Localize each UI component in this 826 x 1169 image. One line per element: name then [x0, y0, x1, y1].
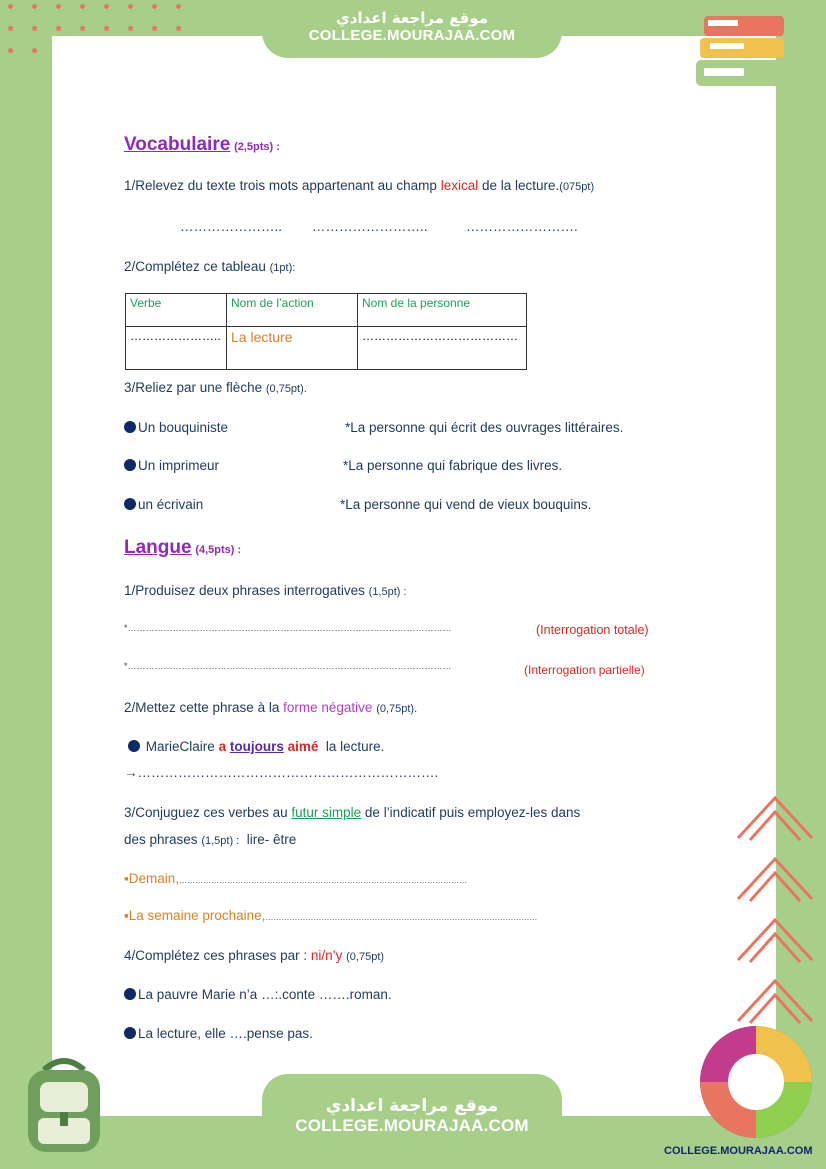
q4-sentence-1[interactable]: La pauvre Marie n’a …:.conte …….roman. — [124, 987, 392, 1002]
decorative-dot — [8, 4, 13, 9]
footer-arabic: موقع مراجعة اعدادي — [325, 1096, 499, 1116]
answer-line-1[interactable]: *……………………………………………………………………………………………… — [124, 623, 452, 633]
decorative-dot — [152, 26, 157, 31]
vocab-q1: 1/Relevez du texte trois mots appartenant au champ lexical de la lecture.(075pt) — [124, 178, 595, 193]
match-right-3[interactable]: *La personne qui vend de vieux bouquins. — [340, 497, 592, 512]
blank-1[interactable]: ………………….. — [180, 219, 283, 234]
match-right-1[interactable]: *La personne qui écrit des ouvrages littéraires. — [345, 420, 624, 435]
answer-line-2[interactable]: *……………………………………………………………………………………………… — [124, 661, 452, 671]
decorative-dot — [8, 26, 13, 31]
decorative-dot — [104, 26, 109, 31]
table-cell[interactable]: ………………….. — [126, 327, 227, 370]
match-left-3[interactable]: un écrivain — [124, 497, 203, 512]
decorative-dot — [32, 48, 37, 53]
chevron-up-icon — [734, 975, 816, 1027]
semaine-line[interactable]: ▪La semaine prochaine,………………………………………………………………………………………… — [124, 908, 538, 923]
sentence-negative: MarieClaire a toujours aimé la lecture. — [128, 739, 384, 754]
bullet-icon — [124, 421, 136, 433]
vocab-q2: 2/Complétez ce tableau (1pt): — [124, 259, 296, 274]
label-partielle: (Interrogation partielle) — [524, 663, 645, 677]
match-right-2[interactable]: *La personne qui fabrique des livres. — [343, 458, 563, 473]
bullet-icon — [128, 740, 140, 752]
vocab-heading: Vocabulaire (2,5pts) : — [124, 134, 280, 155]
langue-q2: 2/Mettez cette phrase à la forme négative (0,75pt). — [124, 700, 418, 715]
demain-line[interactable]: ▪Demain,……………………………………………………………………………………………… — [124, 871, 468, 886]
langue-q4: 4/Complétez ces phrases par : ni/n’y (0,75pt) — [124, 948, 385, 963]
match-left-1[interactable]: Un bouquiniste — [124, 420, 228, 435]
table-cell[interactable]: ………………………………… — [358, 327, 527, 370]
footer-logo-text: COLLEGE.MOURAJAA.COM — [664, 1145, 813, 1157]
footer-banner — [262, 1074, 562, 1169]
table-header: Nom de la personne — [358, 294, 527, 327]
vocab-table — [125, 293, 527, 370]
chevron-up-icon — [734, 853, 816, 905]
decorative-dot — [32, 26, 37, 31]
decorative-dot — [56, 4, 61, 9]
table-header: Verbe — [126, 294, 227, 327]
header-site: COLLEGE.MOURAJAA.COM — [308, 27, 516, 44]
decorative-dot — [176, 26, 181, 31]
decorative-dot — [80, 26, 85, 31]
decorative-dot — [80, 4, 85, 9]
langue-q3-line2: des phrases (1,5pt) : lire- être — [124, 832, 297, 847]
decorative-dot — [152, 4, 157, 9]
blank-3[interactable]: ……………………. — [466, 219, 578, 234]
chevron-up-icon — [734, 914, 816, 966]
decorative-dot — [128, 4, 133, 9]
header-banner — [262, 0, 562, 58]
bullet-icon — [124, 988, 136, 1000]
decorative-dot — [8, 48, 13, 53]
decorative-dot — [32, 4, 37, 9]
langue-q3: 3/Conjuguez ces verbes au futur simple de l’indicatif puis employez-les dans — [124, 805, 581, 820]
bullet-icon — [124, 1027, 136, 1039]
table-row — [126, 294, 527, 327]
decorative-dot — [176, 4, 181, 9]
header-arabic: موقع مراجعة اعدادي — [336, 9, 488, 27]
books-icon — [690, 10, 800, 98]
match-left-2[interactable]: Un imprimeur — [124, 458, 219, 473]
bullet-icon — [124, 498, 136, 510]
arrow-answer-line[interactable]: →…………………………………………………………. — [124, 765, 439, 780]
decorative-dot — [56, 26, 61, 31]
site-logo-icon — [694, 1022, 818, 1140]
backpack-icon — [14, 1052, 114, 1156]
decorative-dot — [104, 4, 109, 9]
q4-sentence-2[interactable]: La lecture, elle ….pense pas. — [124, 1026, 313, 1041]
langue-heading: Langue (4,5pts) : — [124, 537, 242, 558]
chevron-up-icon — [734, 792, 816, 844]
decorative-dot — [128, 26, 133, 31]
langue-q1: 1/Produisez deux phrases interrogatives (1,5pt) : — [124, 583, 407, 598]
table-row — [126, 327, 527, 370]
bullet-icon — [124, 459, 136, 471]
blank-2[interactable]: …………………….. — [312, 219, 428, 234]
footer-site: COLLEGE.MOURAJAA.COM — [295, 1116, 529, 1135]
table-cell: La lecture — [227, 327, 358, 370]
table-header: Nom de l’action — [227, 294, 358, 327]
label-totale: (Interrogation totale) — [536, 623, 649, 637]
vocab-q3: 3/Reliez par une flèche (0,75pt). — [124, 380, 307, 395]
